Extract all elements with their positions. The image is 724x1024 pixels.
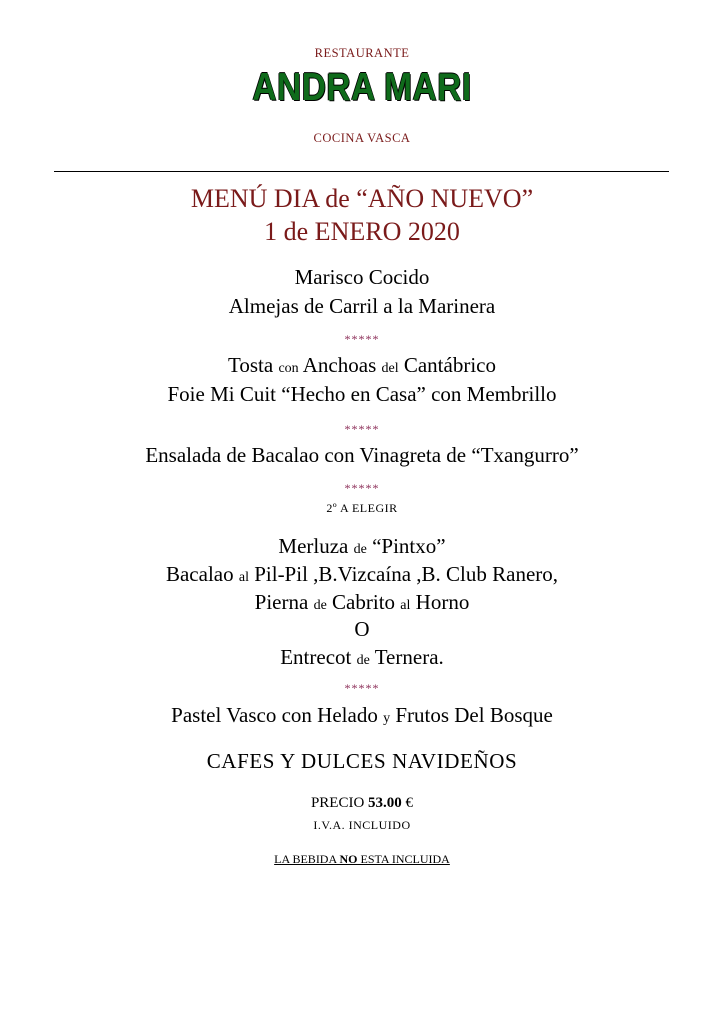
dessert-connector: y (383, 711, 391, 726)
dish-connector: de (313, 598, 327, 613)
separator-stars: ***** (344, 481, 380, 495)
dish-ensalada: Ensalada de Bacalao con Vinagreta de “Txangurro” (145, 443, 579, 467)
menu-date: 1 de ENERO 2020 (264, 217, 460, 246)
dish-part: Merluza (278, 534, 354, 558)
dish-part: Ternera. (369, 645, 444, 669)
dish-connector: al (238, 570, 249, 585)
header-divider (54, 171, 669, 172)
dish-foie: Foie Mi Cuit “Hecho en Casa” con Membrillo (167, 382, 557, 406)
drinks-note-emphasis: NO (339, 852, 358, 866)
restaurant-name: ANDRA MARI (252, 66, 472, 109)
dish-merluza (0, 534, 724, 559)
dish-part: Bacalao (165, 562, 239, 586)
dish-almejas: Almejas de Carril a la Marinera (228, 294, 496, 318)
dish-connector: al (400, 598, 411, 613)
option-or: O (354, 617, 370, 641)
dish-tosta-part: Tosta (228, 353, 279, 377)
dish-tosta-connector: del (381, 361, 399, 376)
dessert-part: Pastel Vasco con Helado (171, 703, 384, 727)
dish-tosta-connector: con (278, 361, 299, 376)
dish-part: “Pintxo” (366, 534, 446, 558)
drinks-note-part: LA BEBIDA (274, 852, 340, 866)
price-value: 53.00 (368, 795, 402, 811)
drinks-note (0, 852, 724, 867)
restaurant-label: RESTAURANTE (314, 46, 410, 60)
dish-part: Pierna (254, 590, 314, 614)
dish-connector: de (353, 542, 367, 557)
dish-part: Horno (410, 590, 470, 614)
cafes-line: CAFES Y DULCES NAVIDEÑOS (206, 749, 518, 773)
price-line (0, 795, 724, 812)
dish-tosta-part: Cantábrico (398, 353, 496, 377)
dish-part: Cabrito (326, 590, 401, 614)
dessert-part: Frutos Del Bosque (390, 703, 553, 727)
tax-note: I.V.A. INCLUIDO (313, 818, 411, 832)
separator-stars: ***** (344, 681, 380, 695)
price-label: PRECIO (310, 795, 369, 811)
separator-stars: ***** (344, 332, 380, 346)
price-currency: € (401, 795, 414, 811)
dish-marisco: Marisco Cocido (294, 265, 430, 289)
menu-title: MENÚ DIA de “AÑO NUEVO” (190, 184, 534, 213)
dish-bacalao (0, 562, 724, 587)
cuisine-label: COCINA VASCA (313, 131, 411, 145)
dish-entrecot (0, 645, 724, 670)
separator-stars: ***** (344, 422, 380, 436)
dish-part: Entrecot (280, 645, 357, 669)
dish-tosta-part: Anchoas (298, 353, 382, 377)
dish-tosta (0, 353, 724, 378)
dish-connector: de (356, 653, 370, 668)
dish-part: Pil-Pil ,B.Vizcaína ,B. Club Ranero, (248, 562, 559, 586)
drinks-note-part: ESTA INCLUIDA (357, 852, 450, 866)
dish-cabrito (0, 590, 724, 615)
dessert (0, 703, 724, 728)
choose-label: 2º A ELEGIR (326, 501, 398, 515)
